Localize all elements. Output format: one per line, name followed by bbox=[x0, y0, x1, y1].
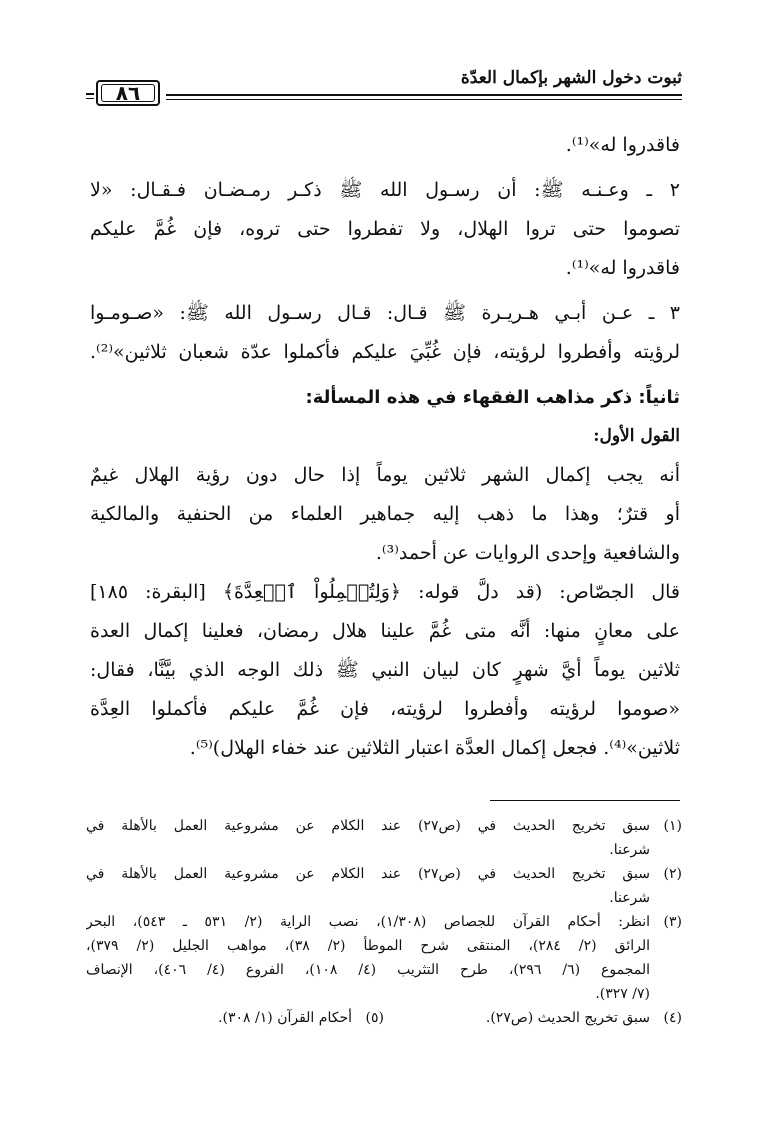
footnote-text: سبق تخريج الحديث (ص٢٧). bbox=[485, 1010, 650, 1026]
text-line: أنه يجب إكمال الشهر ثلاثين يوماً إذا حال دون رؤية الهلال غيمٌ bbox=[90, 464, 680, 486]
text-line: على معانٍ منها: أنَّه متى غُمَّ علينا هلال رمضان، فعلينا إكمال العدة bbox=[90, 620, 680, 642]
page-number: ٨٦ bbox=[96, 80, 160, 106]
page-header bbox=[86, 66, 682, 110]
footnote-row bbox=[86, 1006, 682, 1030]
section-heading: ثانياً: ذكر مذاهب الفقهاء في هذه المسألة: bbox=[305, 387, 680, 408]
text-line: ثلاثين يوماً أيَّ شهرٍ كان لبيان النبي ﷺ ذلك الوجه الذي بيَّنَّا، فقال: bbox=[90, 659, 680, 681]
footnote-line: (٧/ ٣٢٧). bbox=[595, 986, 650, 1002]
footnotes bbox=[86, 814, 682, 1030]
main-text bbox=[90, 126, 680, 768]
header-rule-left-thin bbox=[86, 98, 94, 99]
footnote-separator bbox=[490, 800, 680, 801]
text-line: «صوموا لرؤيته وأفطروا لرؤيته، فإن غُمَّ عليكم فأكملوا العِدَّة bbox=[90, 698, 680, 720]
footnote-3 bbox=[86, 910, 682, 1006]
text-line: تصوموا حتى تروا الهلال، ولا تفطروا حتى تروه، فإن غُمَّ عليكم bbox=[90, 218, 680, 240]
header-rule-thin bbox=[166, 99, 682, 100]
text-line: ٢ ـ وعـنـه ﷺ: أن رسـول الله ﷺ ذكـر رمـضـان فـقـال: «لا bbox=[90, 179, 680, 201]
header-rule-left bbox=[86, 93, 94, 95]
footnote-line: سبق تخريج الحديث في (ص٢٧) عند الكلام عن مشروعية العمل بالأهلة في bbox=[86, 866, 650, 882]
text-line: أو قترٌ؛ وهذا ما ذهب إليه جماهير العلماء من الحنفية والمالكية bbox=[90, 503, 680, 525]
text-line: ٣ ـ عـن أبـي هـريـرة ﷺ قـال: قـال رسـول الله ﷺ: «صـومـوا bbox=[90, 302, 680, 324]
text-line: لرؤيته وأفطروا لرؤيته، فإن غُبِّيَ عليكم فأكملوا عدّة شعبان ثلاثين»⁽²⁾. bbox=[90, 341, 680, 363]
footnote-text: أحكام القرآن (١/ ٣٠٨). bbox=[218, 1010, 352, 1026]
running-title: ثبوت دخول الشهر بإكمال العدّة bbox=[460, 68, 682, 88]
text-line: والشافعية وإحدى الروايات عن أحمد⁽³⁾. bbox=[375, 542, 680, 564]
footnote-1 bbox=[86, 814, 682, 862]
text-line: ثلاثين»⁽⁴⁾. فجعل إكمال العدَّة اعتبار الثلاثين عند خفاء الهلال)⁽⁵⁾. bbox=[189, 737, 680, 759]
sub-heading: القول الأول: bbox=[593, 426, 680, 446]
footnote-line: سبق تخريج الحديث في (ص٢٧) عند الكلام عن مشروعية العمل بالأهلة في bbox=[86, 818, 650, 834]
footnote-number: (٢) bbox=[663, 866, 682, 882]
text-line: قال الجصّاص: (قد دلَّ قوله: ﴿وَلِتُكۡمِلُواْ ٱلۡعِدَّةَ﴾ [البقرة: ١٨٥] bbox=[90, 581, 680, 603]
text-line: فاقدروا له»⁽¹⁾. bbox=[565, 257, 680, 279]
text-line: فاقدروا له»⁽¹⁾. bbox=[565, 134, 680, 156]
footnote-number: (٥) bbox=[365, 1010, 384, 1026]
header-rule bbox=[166, 94, 682, 96]
footnote-line: المجموع (٦/ ٢٩٦)، طرح التثريب (٤/ ١٠٨)، الفروع (٤/ ٤٠٦)، الإنصاف bbox=[86, 962, 650, 978]
footnote-number: (١) bbox=[663, 818, 682, 834]
footnote-line: انظر: أحكام القرآن للجصاص (١/٣٠٨)، نصب الراية (٢/ ٥٣١ ـ ٥٤٣)، البحر bbox=[86, 914, 650, 930]
footnote-4 bbox=[384, 1006, 682, 1030]
footnote-5 bbox=[86, 1006, 384, 1030]
footnote-line: شرعنا. bbox=[609, 890, 650, 906]
footnote-number: (٣) bbox=[663, 914, 682, 930]
footnote-line: شرعنا. bbox=[609, 842, 650, 858]
footnote-number: (٤) bbox=[663, 1010, 682, 1026]
footnote-2 bbox=[86, 862, 682, 910]
footnote-line: الرائق (٢/ ٢٨٤)، المنتقى شرح الموطأ (٢/ ٣٨)، مواهب الجليل (٢/ ٣٧٩)، bbox=[86, 938, 650, 954]
